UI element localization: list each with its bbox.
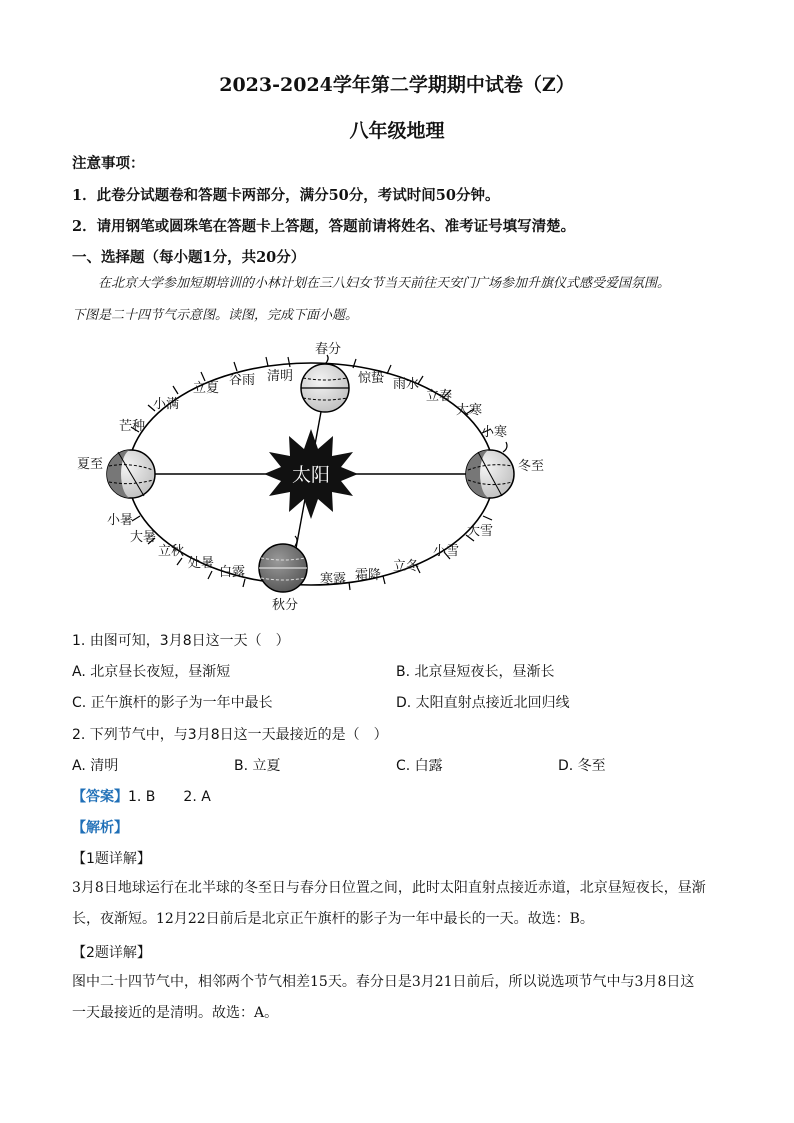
term-lichun: 立春	[425, 389, 453, 404]
answer-text: 1. B 2. A	[128, 789, 211, 805]
term-qingming: 清明	[266, 369, 294, 384]
term-yushui: 雨水	[392, 377, 420, 392]
sun-label: 太阳	[291, 464, 331, 486]
q2-option-c: C. 白露	[396, 758, 443, 774]
term-dashu: 大暑	[129, 530, 157, 545]
notes-item-2: 2．请用钢笔或圆珠笔在答题卡上答题，答题前请将姓名、准考证号填写清楚。	[72, 218, 576, 235]
term-chunfen: 春分	[314, 342, 342, 357]
q2-option-a: A. 清明	[72, 758, 119, 774]
q1-option-b: B. 北京昼短夜长，昼渐长	[396, 664, 555, 680]
detail-1-heading: 【1题详解】	[72, 851, 151, 867]
detail-2-text: 图中二十四节气中，相邻两个节气相差15天。春分日是3月21日前后，所以说选项节气中与3月8日这 一天最接近的是清明。故选：A。	[72, 974, 695, 1021]
q2-stem: 2. 下列节气中，与3月8日这一天最接近的是（ ）	[72, 727, 388, 743]
term-hanlu: 寒露	[319, 572, 347, 587]
term-lixia: 立夏	[192, 381, 220, 396]
section-heading: 一、选择题（每小题1分，共20分）	[72, 249, 306, 266]
q1-option-d: D. 太阳直射点接近北回归线	[396, 695, 570, 711]
term-shuangjiang: 霜降	[354, 568, 382, 583]
term-daxue: 大雪	[466, 524, 494, 539]
earth-xiazhi-icon	[107, 450, 155, 498]
detail-1-text: 3月8日地球运行在北半球的冬至日与春分日位置之间，此时太阳直射点接近赤道，北京昼短夜长，昼渐 长，夜渐短。12月22日前后是北京正午旗杆的影子为一年中最长的一天。故选：B。	[72, 880, 706, 927]
notes-heading: 注意事项：	[72, 155, 145, 172]
term-xiazhi: 夏至	[76, 457, 104, 472]
term-guyu: 谷雨	[228, 373, 256, 388]
term-xiaoman: 小满	[152, 397, 180, 412]
subject-title: 八年级地理	[349, 120, 445, 142]
term-lidong: 立冬	[392, 559, 420, 574]
answer-row	[72, 786, 211, 806]
intro-line-1: 在北京大学参加短期培训的小林计划在三八妇女节当天前往天安门广场参加升旗仪式感受爱国氛围。	[98, 276, 671, 291]
exam-title: 2023-2024学年第二学期期中试卷（Z）	[219, 74, 575, 96]
q1-option-c: C. 正午旗杆的影子为一年中最长	[72, 695, 273, 711]
term-mangzhong: 芒种	[118, 419, 146, 434]
term-xiaoxue: 小雪	[432, 544, 460, 559]
term-jingzhe: 惊蛰	[357, 371, 385, 386]
analysis-tag: 【解析】	[72, 820, 128, 836]
q1-stem: 1. 由图可知，3月8日这一天（ ）	[72, 633, 290, 649]
earth-dongzhi-icon	[466, 442, 514, 498]
term-dahan: 大寒	[455, 403, 483, 418]
solar-terms-diagram	[60, 332, 560, 617]
term-liqiu: 立秋	[157, 544, 185, 559]
term-qiufen: 秋分	[271, 598, 299, 613]
answer-tag: 【答案】	[72, 789, 128, 805]
term-chushu: 处暑	[187, 556, 215, 571]
earth-qiufen-icon	[259, 536, 307, 592]
q1-option-a: A. 北京昼长夜短，昼渐短	[72, 664, 231, 680]
q2-option-b: B. 立夏	[234, 758, 281, 774]
notes-item-1: 1．此卷分试题卷和答题卡两部分，满分50分，考试时间50分钟。	[72, 187, 500, 204]
detail-2-heading: 【2题详解】	[72, 945, 151, 961]
q2-option-d: D. 冬至	[558, 758, 606, 774]
intro-paragraph	[72, 268, 722, 332]
intro-line-2: 下图是二十四节气示意图。读图，完成下面小题。	[72, 308, 359, 323]
term-bailu: 白露	[218, 565, 246, 580]
term-xiaohan: 小寒	[480, 425, 508, 440]
term-dongzhi: 冬至	[517, 459, 545, 474]
term-xiaoshu: 小暑	[106, 513, 134, 528]
